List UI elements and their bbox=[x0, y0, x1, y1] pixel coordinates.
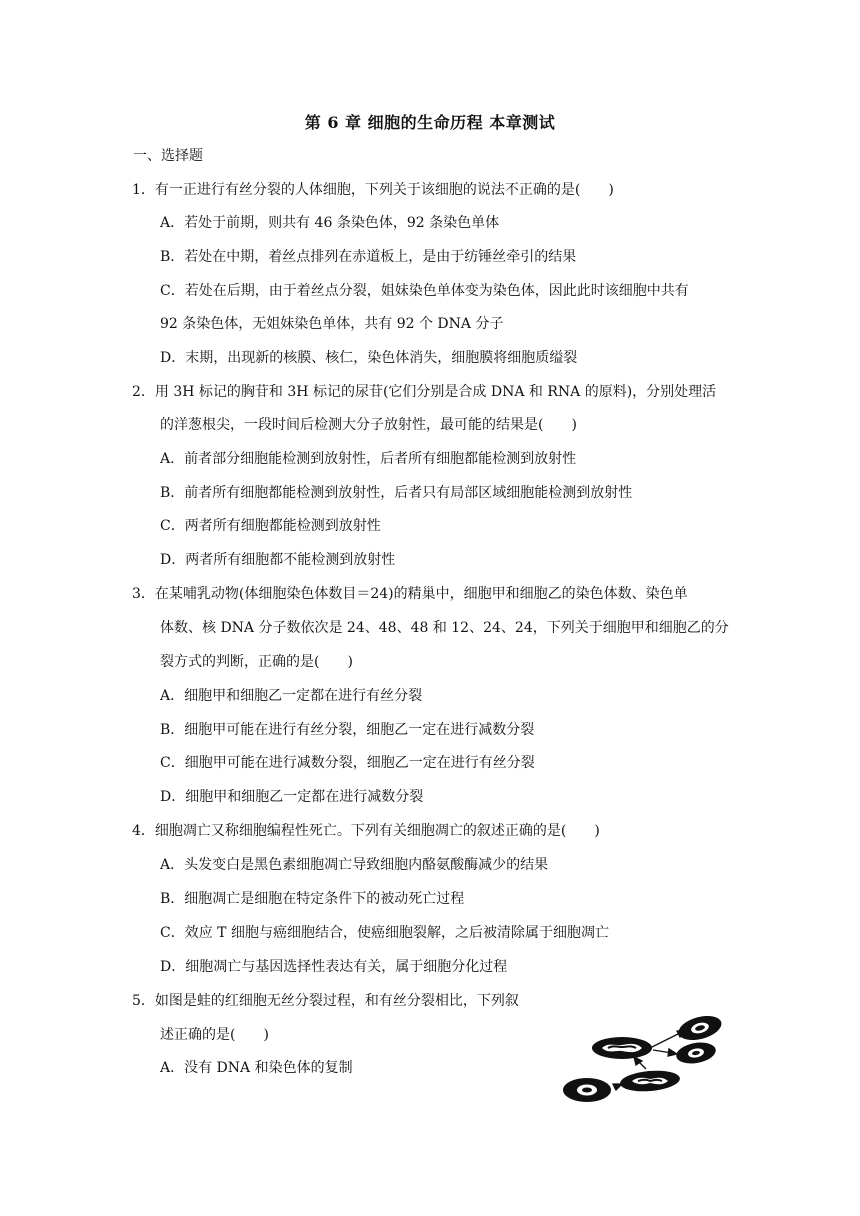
daughter-cell-top bbox=[676, 1012, 724, 1044]
q2-option-b: B．前者所有细胞都能检测到放射性，后者只有局部区域细胞能检测到放射性 bbox=[160, 485, 633, 501]
page-title: 第 6 章 细胞的生命历程 本章测试 bbox=[304, 113, 556, 132]
q3-option-d: D．细胞甲和细胞乙一定都在进行减数分裂 bbox=[160, 789, 424, 805]
daughter-cell-right bbox=[675, 1040, 718, 1067]
q2-option-c: C．两者所有细胞都能检测到放射性 bbox=[160, 518, 381, 534]
q1-option-b: B．若处在中期，着丝点排列在赤道板上，是由于纺锤丝牵引的结果 bbox=[160, 249, 577, 265]
q1-option-a: A．若处于前期，则共有 46 条染色体，92 条染色单体 bbox=[160, 215, 500, 231]
q5-option-a: A．没有 DNA 和染色体的复制 bbox=[160, 1060, 353, 1076]
q4-option-b: B．细胞凋亡是细胞在特定条件下的被动死亡过程 bbox=[160, 891, 465, 907]
initial-cell bbox=[563, 1078, 611, 1102]
q1-option-d: D．末期，出现新的核膜、核仁，染色体消失，细胞膜将细胞质缢裂 bbox=[160, 350, 578, 366]
q2-option-a: A．前者部分细胞能检测到放射性，后者所有细胞都能检测到放射性 bbox=[160, 451, 577, 467]
dividing-cell bbox=[592, 1037, 652, 1059]
elongating-cell bbox=[619, 1068, 681, 1093]
q4-option-a: A．头发变白是黑色素细胞凋亡导致细胞内酪氨酸酶减少的结果 bbox=[160, 857, 549, 873]
section-heading: 一、选择题 bbox=[133, 148, 203, 164]
q1-option-c: C．若处在后期，由于着丝点分裂，姐妹染色单体变为染色体，因此此时该细胞中共有 bbox=[160, 283, 689, 299]
q3-stem: 3．在某哺乳动物(体细胞染色体数目＝24)的精巢中，细胞甲和细胞乙的染色体数、染色单 bbox=[132, 586, 688, 602]
q4-option-c: C．效应 T 细胞与癌细胞结合，使癌细胞裂解，之后被清除属于细胞凋亡 bbox=[160, 925, 609, 941]
q1-option-c-cont: 92 条染色体，无姐妹染色单体，共有 92 个 DNA 分子 bbox=[160, 316, 504, 332]
q3-option-a: A．细胞甲和细胞乙一定都在进行有丝分裂 bbox=[160, 688, 423, 704]
q3-stem-cont: 体数、核 DNA 分子数依次是 24、48、48 和 12、24、24，下列关于细胞甲和细胞乙的分 bbox=[160, 620, 729, 636]
q5-stem-cont: 述正确的是( ) bbox=[160, 1027, 269, 1043]
q4-option-d: D．细胞凋亡与基因选择性表达有关，属于细胞分化过程 bbox=[160, 959, 508, 975]
amitosis-diagram bbox=[560, 1012, 730, 1107]
q4-stem: 4．细胞凋亡又称细胞编程性死亡。下列有关细胞凋亡的叙述正确的是( ) bbox=[132, 823, 600, 839]
q3-option-b: B．细胞甲可能在进行有丝分裂，细胞乙一定在进行减数分裂 bbox=[160, 722, 535, 738]
q2-stem-cont: 的洋葱根尖，一段时间后检测大分子放射性，最可能的结果是( ) bbox=[160, 417, 577, 433]
q1-stem: 1．有一正进行有丝分裂的人体细胞，下列关于该细胞的说法不正确的是( ) bbox=[132, 182, 614, 198]
q3-option-c: C．细胞甲可能在进行减数分裂，细胞乙一定在进行有丝分裂 bbox=[160, 755, 535, 771]
q5-stem: 5．如图是蛙的红细胞无丝分裂过程，和有丝分裂相比，下列叙 bbox=[132, 993, 519, 1009]
q2-stem: 2．用 3H 标记的胸苷和 3H 标记的尿苷(它们分别是合成 DNA 和 RNA 的原料)，分别处理活 bbox=[132, 384, 717, 400]
q2-option-d: D．两者所有细胞都不能检测到放射性 bbox=[160, 552, 396, 568]
q3-stem-cont-2: 裂方式的判断，正确的是( ) bbox=[160, 654, 353, 670]
